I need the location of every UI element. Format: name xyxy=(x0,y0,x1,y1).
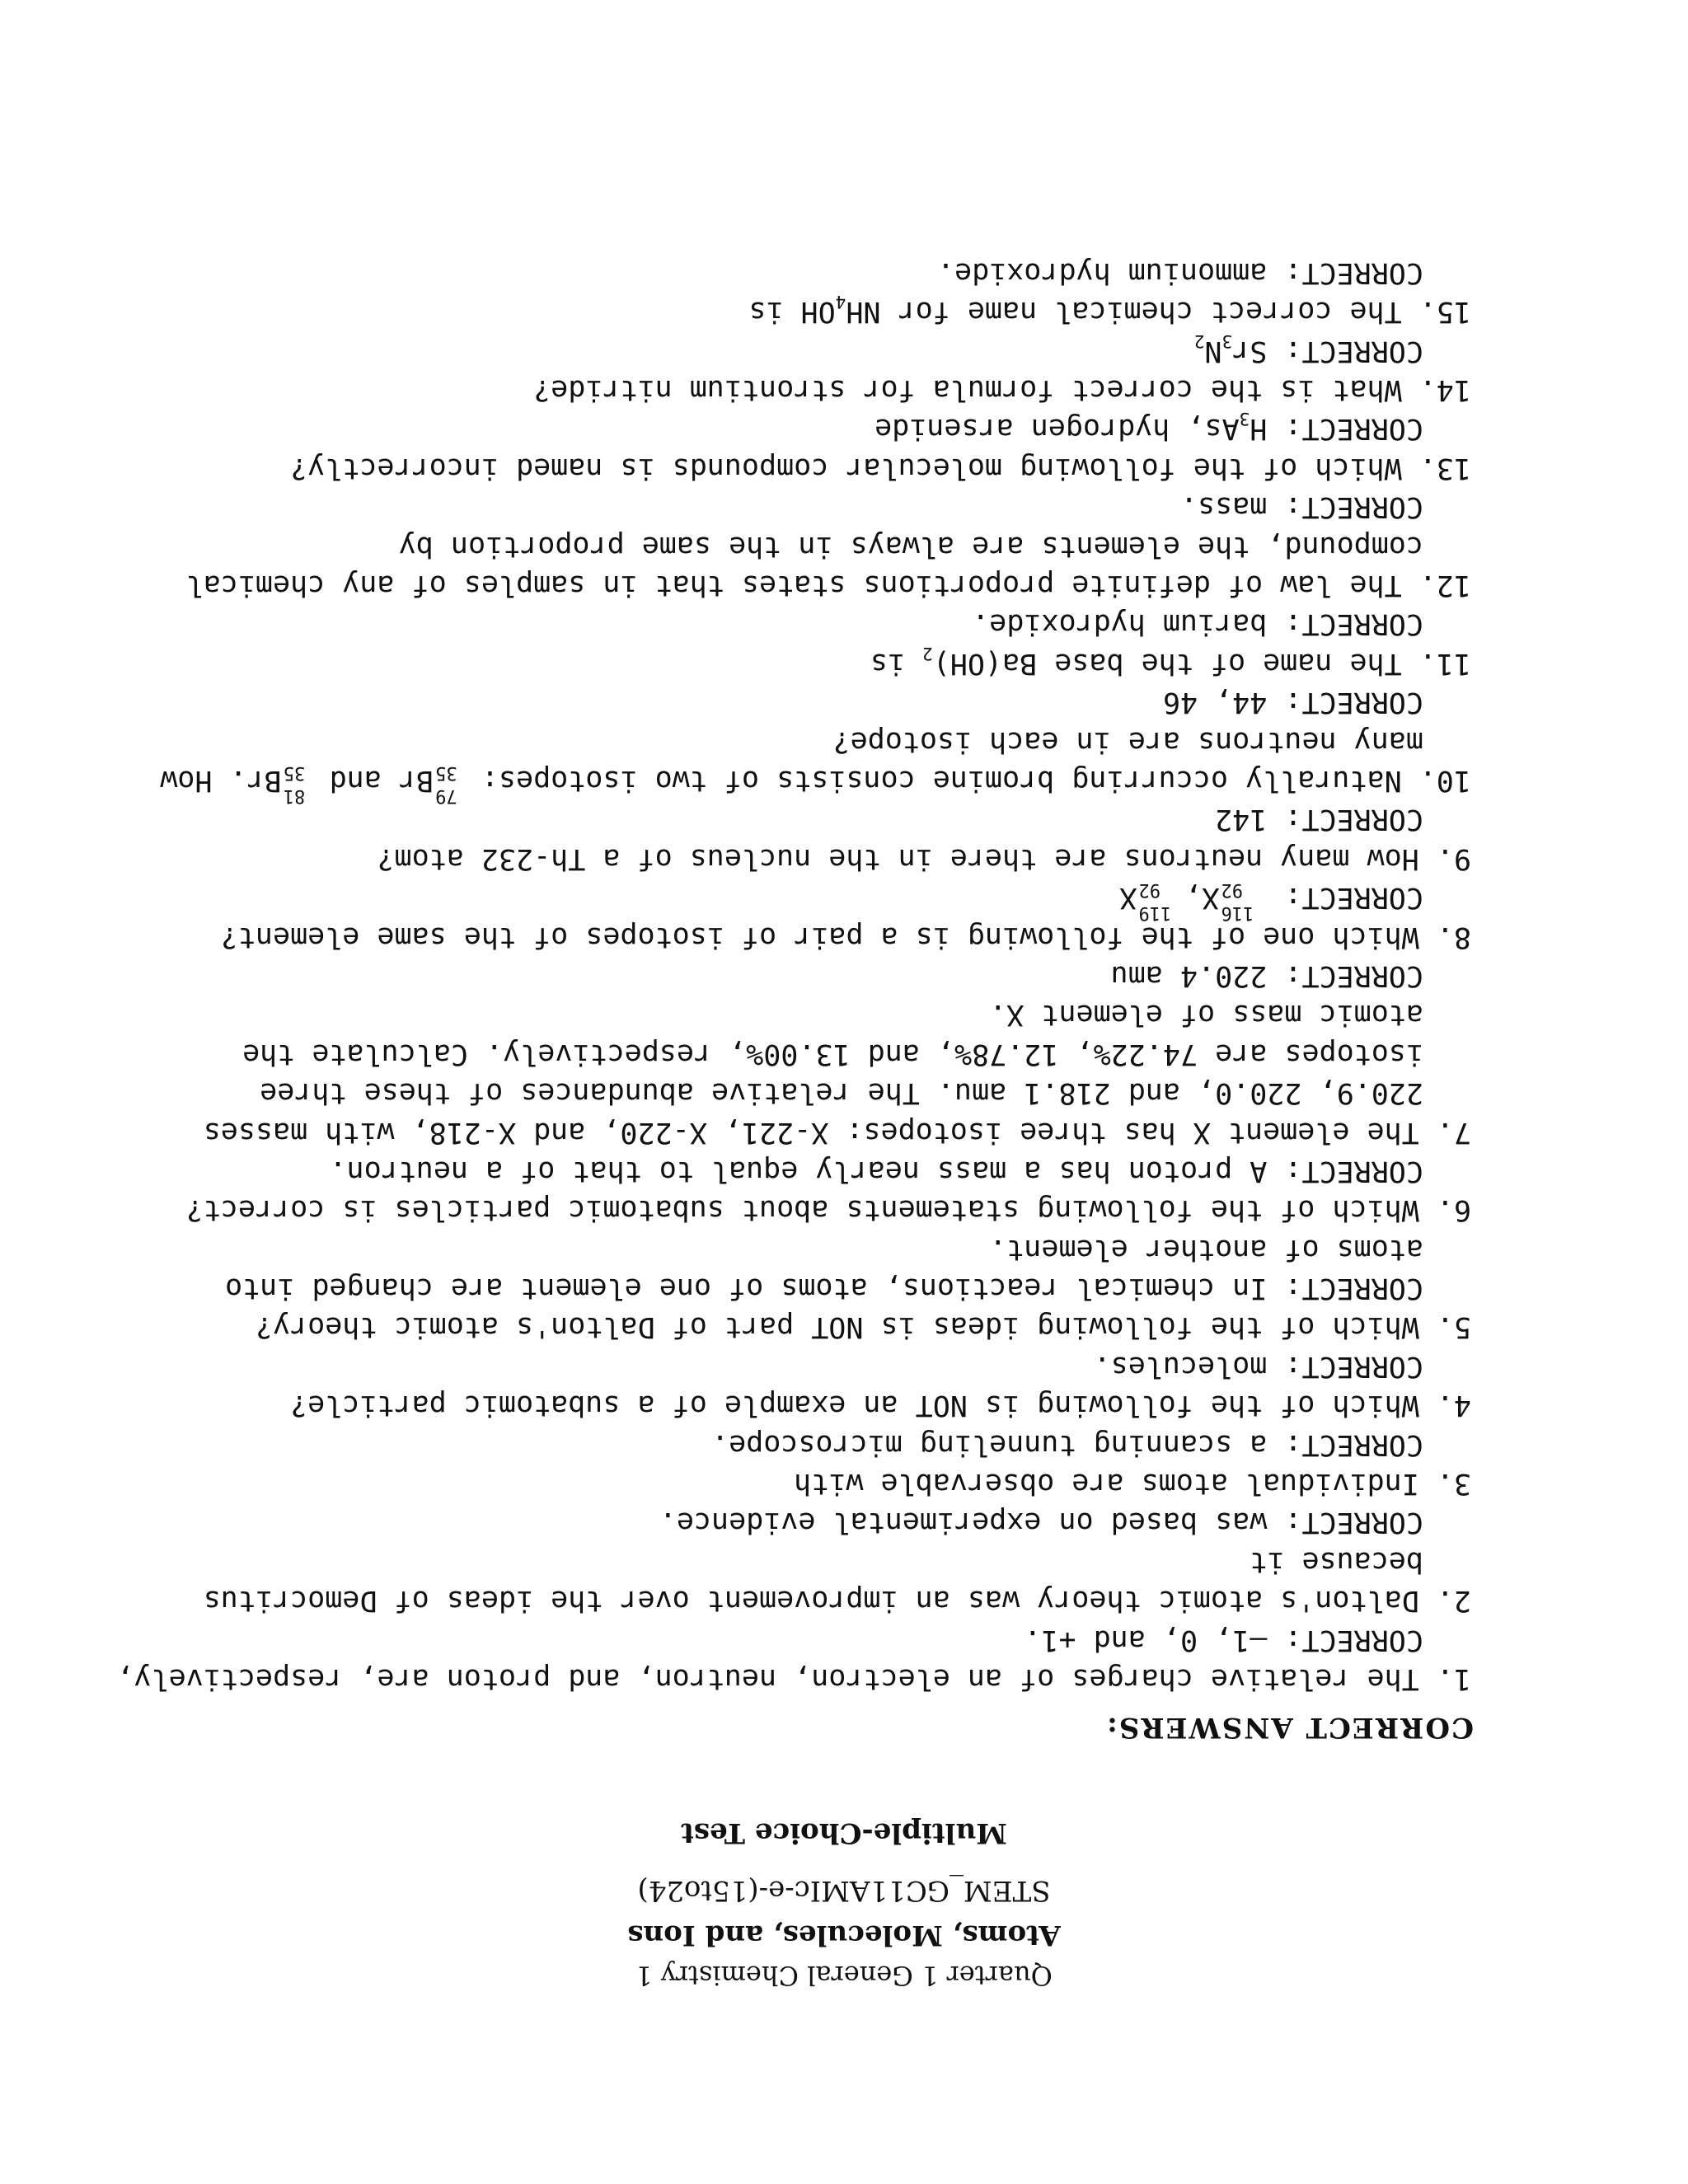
document-quarter-heading: Quarter 1 General Chemistry 1 xyxy=(635,1960,1053,1991)
answer-1: CORRECT: –1, 0, and +1. xyxy=(1024,1623,1423,1657)
section-title: CORRECT ANSWERS: xyxy=(1105,1711,1474,1744)
document-title: Atoms, Molecules, and Ions xyxy=(627,1919,1061,1952)
isotope-notation: 116 92 xyxy=(1221,879,1254,924)
isotope-notation: 119 92 xyxy=(1138,879,1172,924)
isotope-notation: 79 35 xyxy=(435,762,457,807)
question-2: 2. Dalton's atomic theory was an improvement over the ideas of Democritus xyxy=(203,1584,1471,1618)
test-title: Multiple-Choice Test xyxy=(681,1816,1007,1849)
answer-11: CORRECT: barium hydroxide. xyxy=(972,607,1423,641)
question-15: 15. The correct chemical name for $NH_4OH$ is xyxy=(748,292,1471,329)
answer-list xyxy=(116,253,1471,1698)
question-1: 1. The relative charges of an electron, neutron, and proton are, respectively, xyxy=(116,1662,1471,1695)
question-2-cont: because it xyxy=(1250,1544,1423,1578)
answer-8-label: CORRECT: xyxy=(1284,881,1423,915)
answer-5-cont: atoms of another element. xyxy=(989,1232,1423,1266)
document-code: STEM_GC11AMIc-e-(15to24) xyxy=(637,1874,1051,1907)
answer-7: CORRECT: 220.4 amu xyxy=(1110,958,1423,992)
question-7-cont-2: isotopes are 74.22%, 12.78%, and 13.00%, respectively. Calculate the xyxy=(242,1037,1423,1071)
answer-4: CORRECT: molecules. xyxy=(1093,1349,1423,1383)
answer-5: CORRECT: In chemical reactions, atoms of one element are changed into xyxy=(225,1272,1423,1305)
answer-14: CORRECT: $Sr_3N_2$ xyxy=(1193,330,1423,368)
answer-15: CORRECT: ammonium hydroxide. xyxy=(936,255,1423,289)
question-3: 3. Individual atoms are observable with xyxy=(794,1467,1471,1501)
answer-2: CORRECT: was based on experimental evidence. xyxy=(659,1506,1423,1540)
question-4: 4. Which of the following is NOT an example of a subatomic particle? xyxy=(290,1389,1471,1422)
answer-3: CORRECT: a scanning tunneling microscope. xyxy=(711,1427,1423,1461)
question-12-cont: compound, the elements are always in the same proportion by xyxy=(398,529,1423,563)
question-9: 9. How many neutrons are there in the nucleus of a Th-232 atom? xyxy=(377,841,1471,875)
answer-9: CORRECT: 142 xyxy=(1215,803,1423,837)
answer-10: CORRECT: 44, 46 xyxy=(1162,686,1423,719)
answer-8: CORRECT: 116 92 X, 119 92 X xyxy=(1119,879,1423,924)
answer-12: CORRECT: mass. xyxy=(1179,490,1423,524)
answer-13: CORRECT: $H_3As$, hydrogen arsenide xyxy=(874,409,1423,446)
question-13: 13. Which of the following molecular compounds is named incorrectly? xyxy=(290,451,1471,485)
question-11: 11. The name of the base $Ba(OH)_2$ is xyxy=(870,643,1471,680)
question-7: 7. The element X has three isotopes: X-221, X-220, and X-218, with masses xyxy=(203,1115,1471,1149)
question-5: 5. Which of the following ideas is NOT part of Dalton's atomic theory? xyxy=(255,1310,1471,1344)
question-10: 10. Naturally occurring bromine consists of two isotopes: 79 35 Br and 81 35 Br. How xyxy=(160,762,1471,807)
question-14: 14. What is the correct formula for strontium nitride? xyxy=(533,373,1471,407)
isotope-notation: 81 35 xyxy=(283,762,306,807)
question-7-cont-3: atomic mass of element X. xyxy=(989,998,1423,1032)
question-8: 8. Which one of the following is a pair of isotopes of the same element? xyxy=(220,920,1471,954)
question-12: 12. The law of definite proportions states that in samples of any chemical xyxy=(185,569,1471,602)
question-10-cont: many neutrons are in each isotope? xyxy=(832,724,1423,758)
question-6: 6. Which of the following statements about subatomic particles is correct? xyxy=(185,1193,1471,1227)
question-7-cont-1: 220.9, 220.0, and 218.1 amu. The relative abundances of these three xyxy=(260,1076,1423,1110)
answer-6: CORRECT: A proton has a mass nearly equal to that of a neutron. xyxy=(329,1154,1423,1188)
